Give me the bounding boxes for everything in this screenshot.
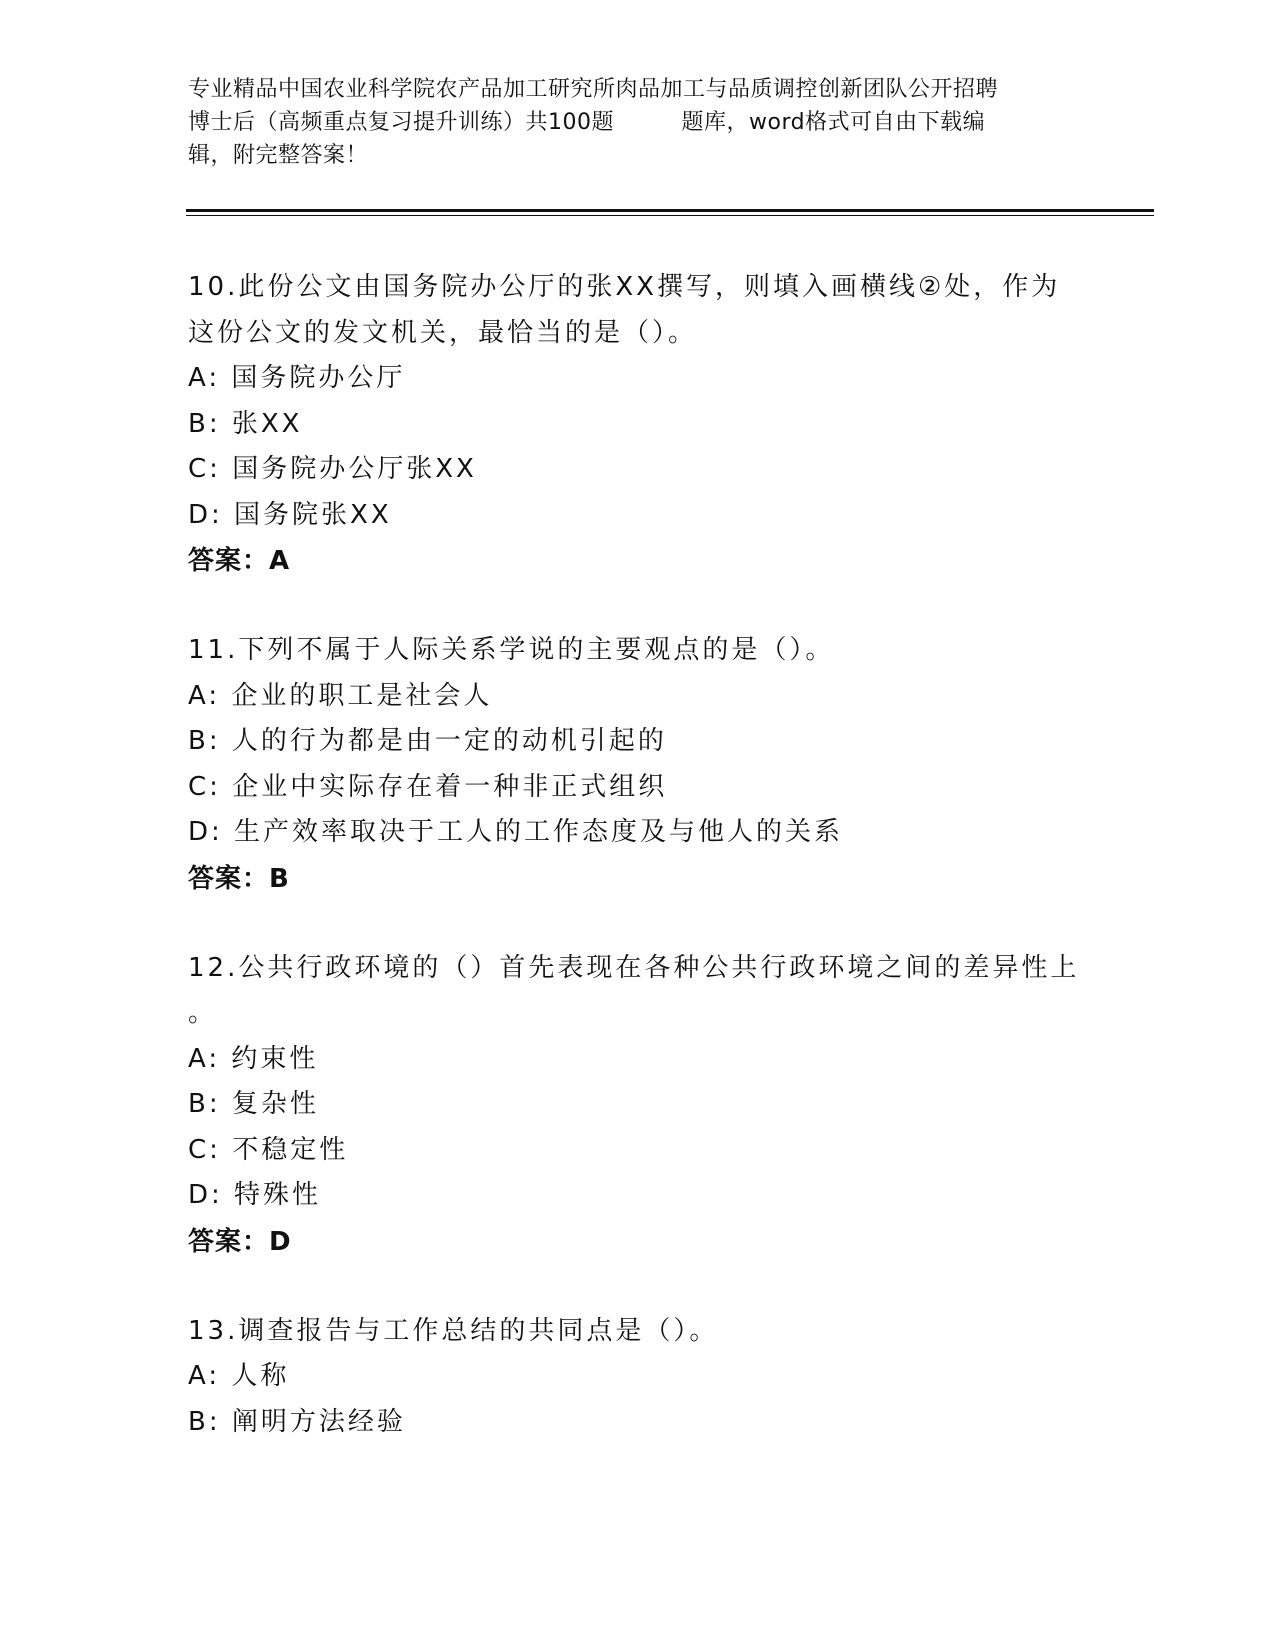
option-text: 不稳定性 <box>232 1134 349 1165</box>
header-line: 专业精品中国农业科学院农产品加工研究所肉品加工与品质调控创新团队公开招聘 <box>188 77 999 102</box>
question-stem: 。 <box>188 998 218 1028</box>
option-a <box>188 1354 1088 1400</box>
option-b <box>188 1400 1088 1446</box>
question-stem: 12.公共行政环境的（）首先表现在各种公共行政环境之间的差异性上 <box>188 952 1080 983</box>
option-key: A: <box>188 1361 221 1391</box>
answer-label: 答案：A <box>188 546 291 576</box>
option-text: 人的行为都是由一定的动机引起的 <box>231 726 667 756</box>
option-text: 生产效率取决于工人的工作态度及与他人的关系 <box>234 817 844 847</box>
option-text: 张XX <box>231 408 303 439</box>
option-b <box>188 1082 1088 1128</box>
option-a <box>188 674 1088 720</box>
option-key: D: <box>188 1180 223 1210</box>
option-text: 约束性 <box>231 1043 319 1074</box>
answer-label: 答案：B <box>188 863 290 894</box>
option-text: 企业的职工是社会人 <box>231 680 493 711</box>
option-c <box>188 1128 1088 1174</box>
header-line: 博士后（高频重点复习提升训练）共100题 题库，word格式可自由下载编 <box>188 110 986 135</box>
option-key: B: <box>188 726 221 756</box>
option-text: 特殊性 <box>234 1180 322 1210</box>
option-key: B: <box>188 1406 221 1437</box>
option-text: 企业中实际存在着一种非正式组织 <box>232 771 668 802</box>
option-text: 人称 <box>231 1361 290 1391</box>
option-text: 复杂性 <box>231 1089 319 1119</box>
question-12 <box>188 946 1088 1265</box>
option-key: A: <box>188 1043 221 1074</box>
question-stem: 13.调查报告与工作总结的共同点是（）。 <box>188 1315 719 1346</box>
document-header <box>188 73 1088 172</box>
option-d <box>188 810 1088 856</box>
option-key: A: <box>188 680 221 711</box>
option-d <box>188 1173 1088 1219</box>
question-stem: 11.下列不属于人际关系学说的主要观点的是（）。 <box>188 635 835 665</box>
question-list <box>188 265 1088 1489</box>
option-key: C: <box>188 771 221 802</box>
header-divider-thin <box>186 215 1154 216</box>
option-a <box>188 356 1088 402</box>
question-11 <box>188 628 1088 902</box>
answer-label: 答案：D <box>188 1226 292 1257</box>
option-b <box>188 719 1088 765</box>
option-c <box>188 765 1088 811</box>
option-a <box>188 1037 1088 1083</box>
option-text: 国务院办公厅张XX <box>232 454 477 484</box>
option-key: D: <box>188 499 223 530</box>
option-b <box>188 402 1088 448</box>
option-text: 国务院办公厅 <box>231 363 406 393</box>
question-stem: 10.此份公文由国务院办公厅的张XX撰写，则填入画横线②处，作为 <box>188 272 1061 302</box>
header-divider-thick <box>186 209 1154 212</box>
option-key: B: <box>188 408 221 439</box>
option-key: A: <box>188 363 221 393</box>
option-key: D: <box>188 817 223 847</box>
option-key: C: <box>188 1134 221 1165</box>
question-stem: 这份公文的发文机关，最恰当的是（）。 <box>188 317 698 348</box>
option-d <box>188 493 1088 539</box>
option-key: C: <box>188 454 221 484</box>
question-13 <box>188 1309 1088 1446</box>
option-key: B: <box>188 1089 221 1119</box>
option-text: 阐明方法经验 <box>231 1406 406 1437</box>
question-10 <box>188 265 1088 584</box>
header-line: 辑，附完整答案！ <box>188 143 369 168</box>
option-text: 国务院张XX <box>234 499 392 530</box>
option-c <box>188 447 1088 493</box>
